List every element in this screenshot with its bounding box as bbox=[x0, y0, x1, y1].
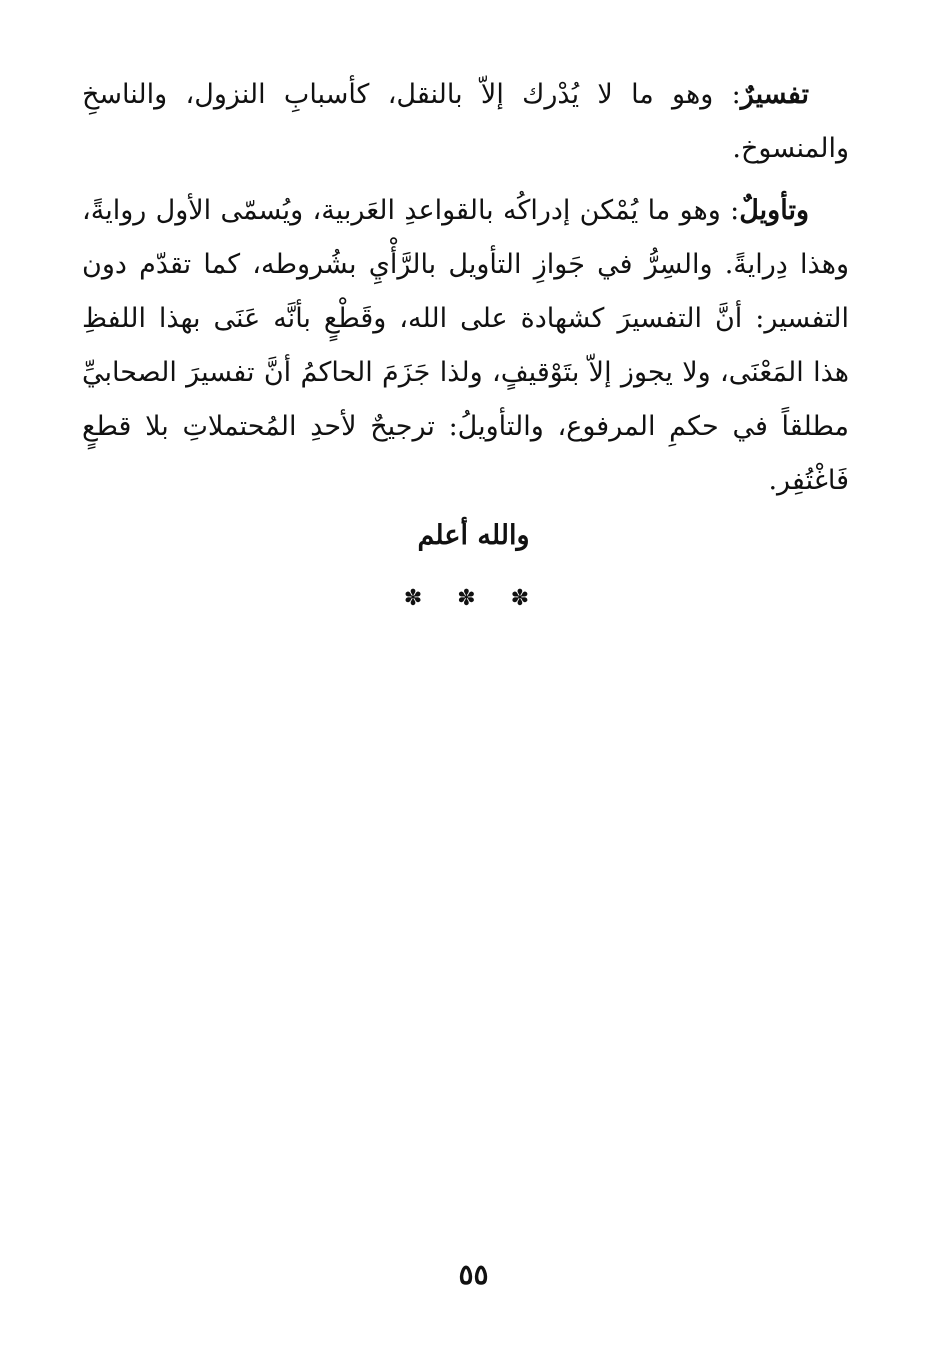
body-text bbox=[82, 68, 849, 516]
section-separator: ✽ ✽ ✽ bbox=[403, 586, 544, 611]
paragraph-tafsir bbox=[82, 68, 849, 176]
page-number: ٥٥ bbox=[458, 1258, 489, 1291]
definition-tawil: : وهو ما يُمْكن إدراكُه بالقواعدِ العَربية، ويُسمّى الأول روايةً، وهذا دِرايةً. والسِرُّ في جَوازِ التأويل بالرَّأْيِ بشُروطه، كما تقدّم دون التفسير: أنَّ التفسيرَ كشهادة على الله، وقَطْعٍ بأنَّه عَنَى بهذا اللفظِ هذا المَعْنَى، ولا يجوز إلاّ بتَوْقيفٍ، ولذا جَزَمَ الحاكمُ أنَّ تفسيرَ الصحابيِّ مطلقاً في حكمِ المرفوع، والتأويلُ: ترجيحٌ لأحدِ المُحتملاتِ بلا قطعٍ فَاغْتُفِر. bbox=[82, 195, 849, 496]
term-tafsir: تفسيرٌ bbox=[740, 79, 809, 110]
definition-tafsir: : وهو ما لا يُدْرك إلاّ بالنقل، كأسبابِ النزول، والناسخِ والمنسوخ. bbox=[82, 79, 849, 164]
paragraph-tawil bbox=[82, 184, 849, 508]
term-tawil: وتأويلٌ bbox=[739, 195, 809, 226]
closing-phrase: والله أعلم bbox=[417, 520, 530, 551]
